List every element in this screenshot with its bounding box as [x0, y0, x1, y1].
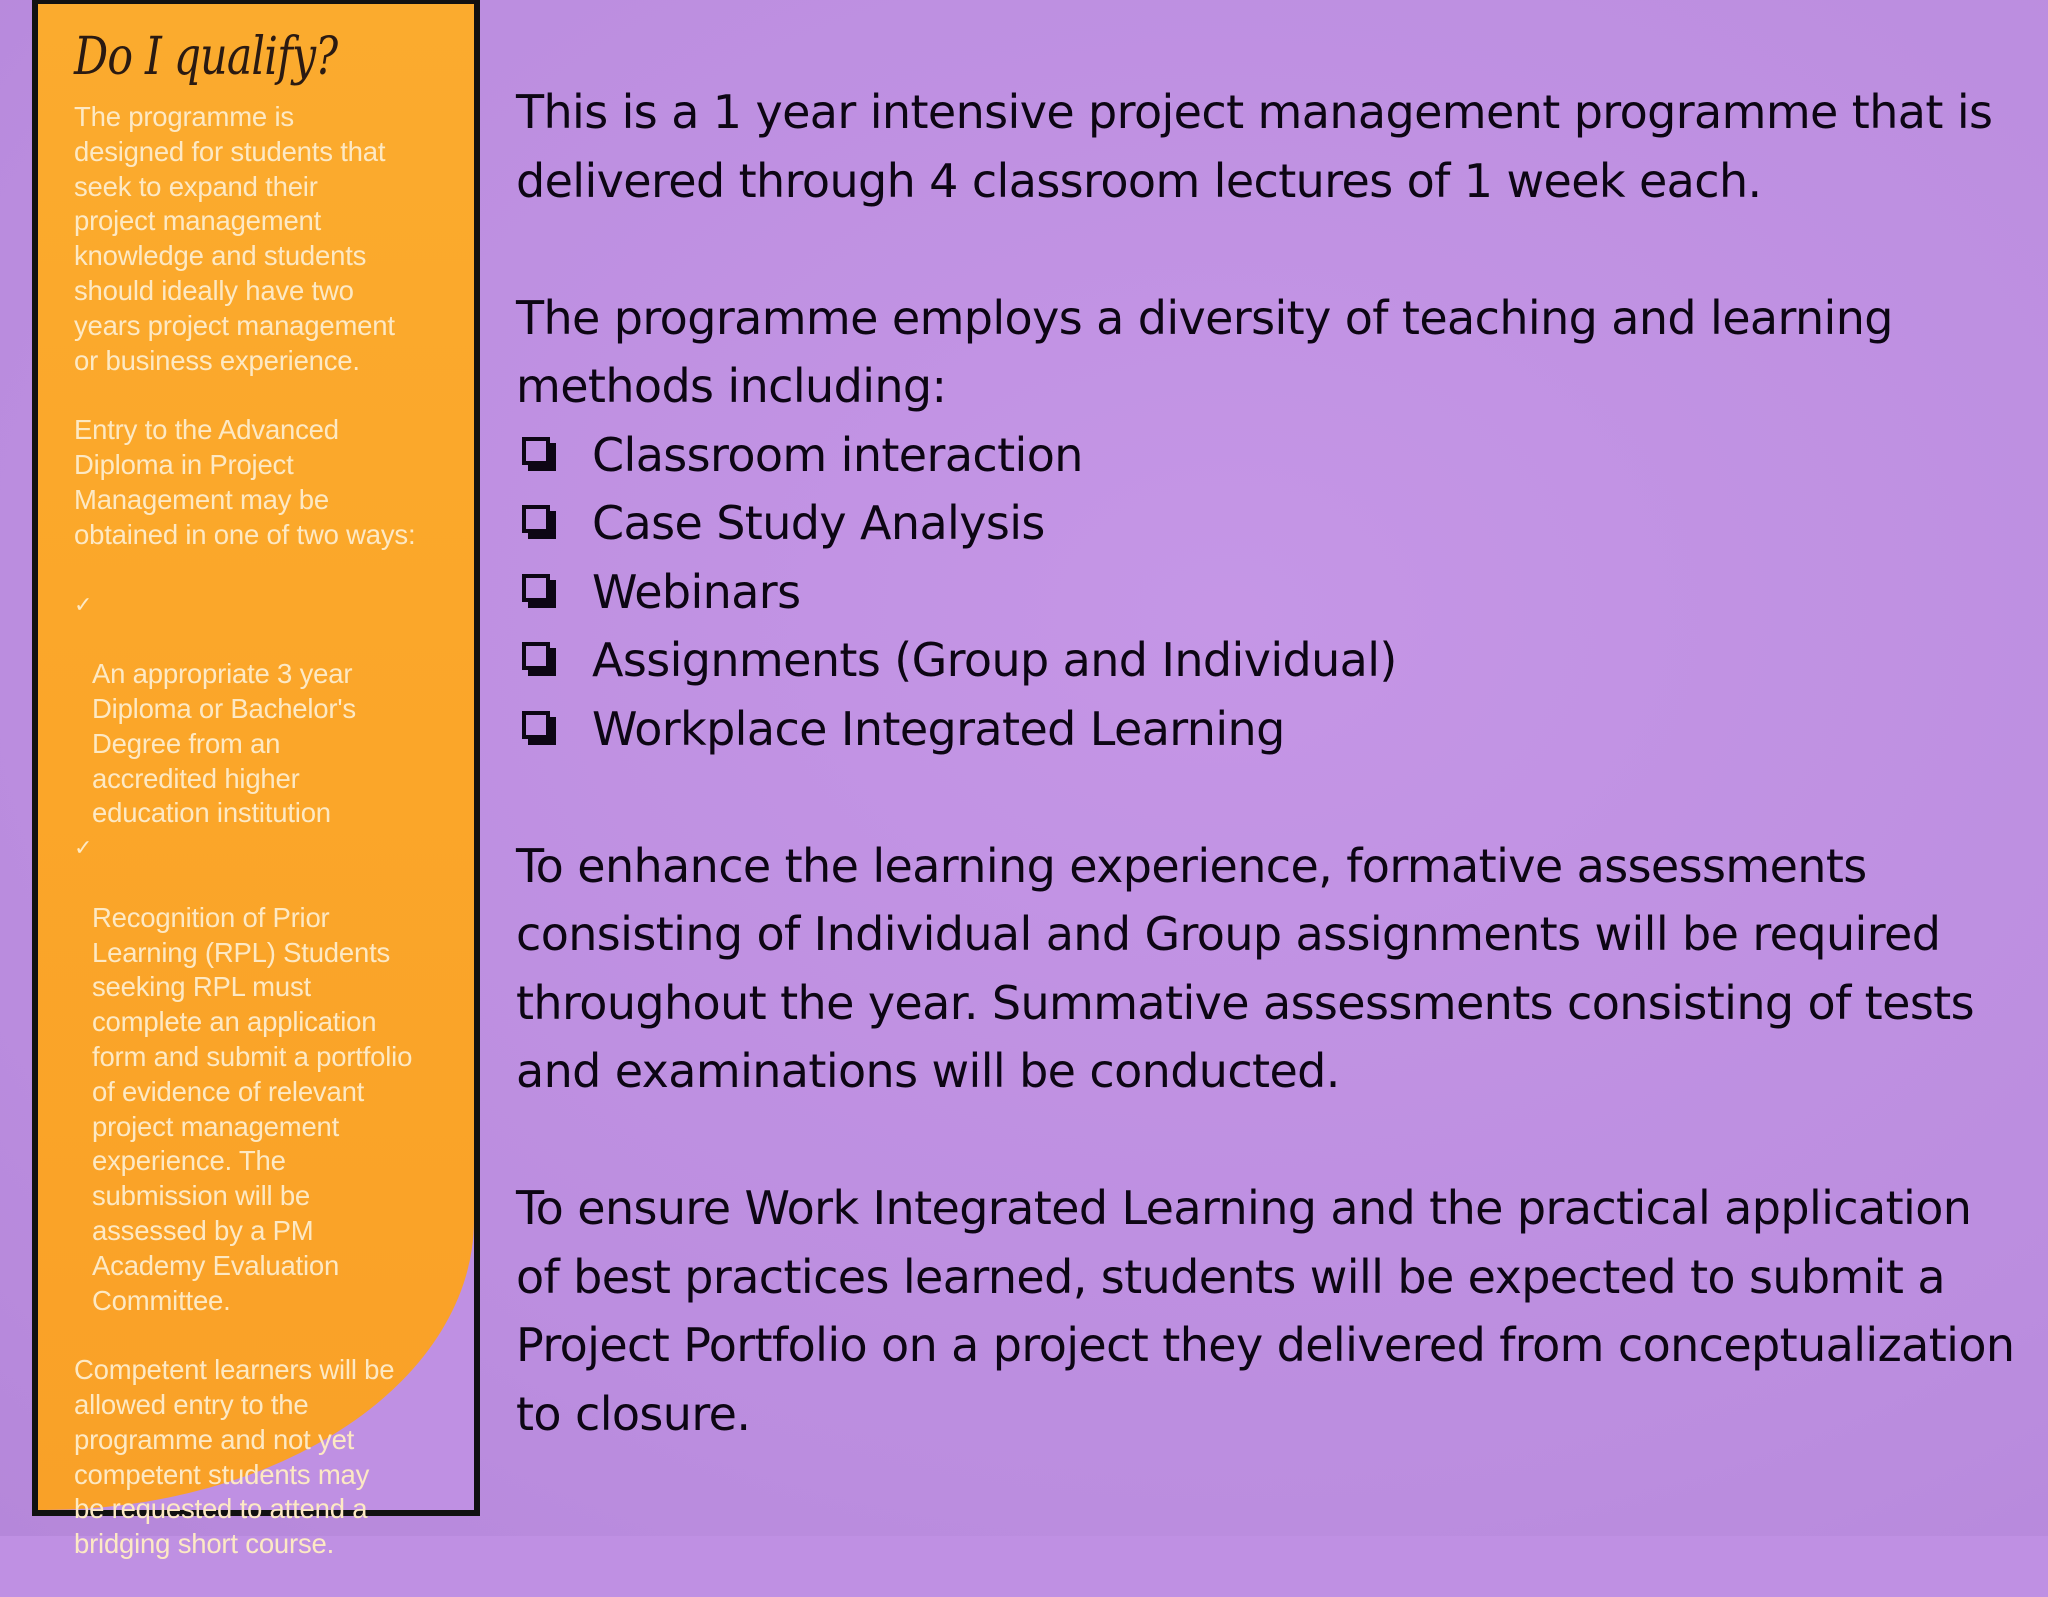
- checkbox-bullet-icon: [522, 642, 550, 670]
- flyer-way-text: An appropriate 3 year Diploma or Bachelor's Degree from an accredited higher education institution: [92, 658, 356, 829]
- methods-intro-paragraph: The programme employs a diversity of teaching and learning methods including:: [516, 290, 1893, 413]
- flyer-content: [74, 22, 474, 1597]
- checkbox-bullet-icon: [522, 505, 550, 533]
- checkbox-bullet-icon: [522, 574, 550, 602]
- spacer: [516, 763, 2026, 832]
- flyer-entry-text: Entry to the Advanced Diploma in Project Management may be obtained in one of two ways:: [74, 414, 416, 550]
- methods-list: [516, 421, 2026, 764]
- check-icon: ✓: [74, 591, 93, 617]
- checkbox-bullet-icon: [522, 711, 550, 739]
- method-item: [516, 558, 2026, 627]
- flyer-intro-text: The programme is designed for students that seek to expand their project management knowledge and students should ideally have two years project management or business experience.: [74, 101, 395, 376]
- spacer: [516, 1106, 2026, 1175]
- portfolio-paragraph: To ensure Work Integrated Learning and the practical application of best practices learned, students will be expected to submit a Project Portfolio on a project they delivered from conceptualization to closure.: [516, 1181, 2015, 1441]
- method-label: Assignments (Group and Individual): [592, 633, 1397, 687]
- main-content: [516, 78, 2026, 1448]
- flyer-way-item: [74, 831, 474, 1318]
- spacer: [516, 215, 2026, 284]
- qualification-flyer: [32, 0, 480, 1560]
- flyer-way-text: Recognition of Prior Learning (RPL) Students seeking RPL must complete an application form and submit a portfolio of evidence of relevant project management experience. The submission will be assessed by a PM Academy Evaluation Committee.: [92, 901, 413, 1316]
- method-item: [516, 695, 2026, 764]
- assessment-paragraph: To enhance the learning experience, formative assessments consisting of Individual and Group assignments will be required throughout the year. Summative assessments consisting of tests and examinations will be conducted.: [516, 838, 1974, 1098]
- method-item: [516, 626, 2026, 695]
- method-item: [516, 489, 2026, 558]
- method-item: [516, 421, 2026, 490]
- flyer-ways-list: [74, 588, 474, 1319]
- flyer-way-item: [74, 588, 474, 832]
- method-label: Workplace Integrated Learning: [592, 701, 1285, 756]
- checkbox-bullet-icon: [522, 437, 550, 465]
- check-icon: ✓: [74, 835, 93, 861]
- flyer-competent-text: Competent learners will be allowed entry to the programme and not yet competent students may be requested to attend a bridging short course.: [74, 1354, 395, 1560]
- method-label: Webinars: [592, 564, 801, 619]
- method-label: Case Study Analysis: [592, 496, 1045, 550]
- method-label: Classroom interaction: [592, 427, 1083, 482]
- flyer-title: Do I qualify?: [74, 27, 338, 87]
- programme-overview-paragraph: This is a 1 year intensive project management programme that is delivered through 4 classroom lectures of 1 week each.: [516, 85, 1993, 208]
